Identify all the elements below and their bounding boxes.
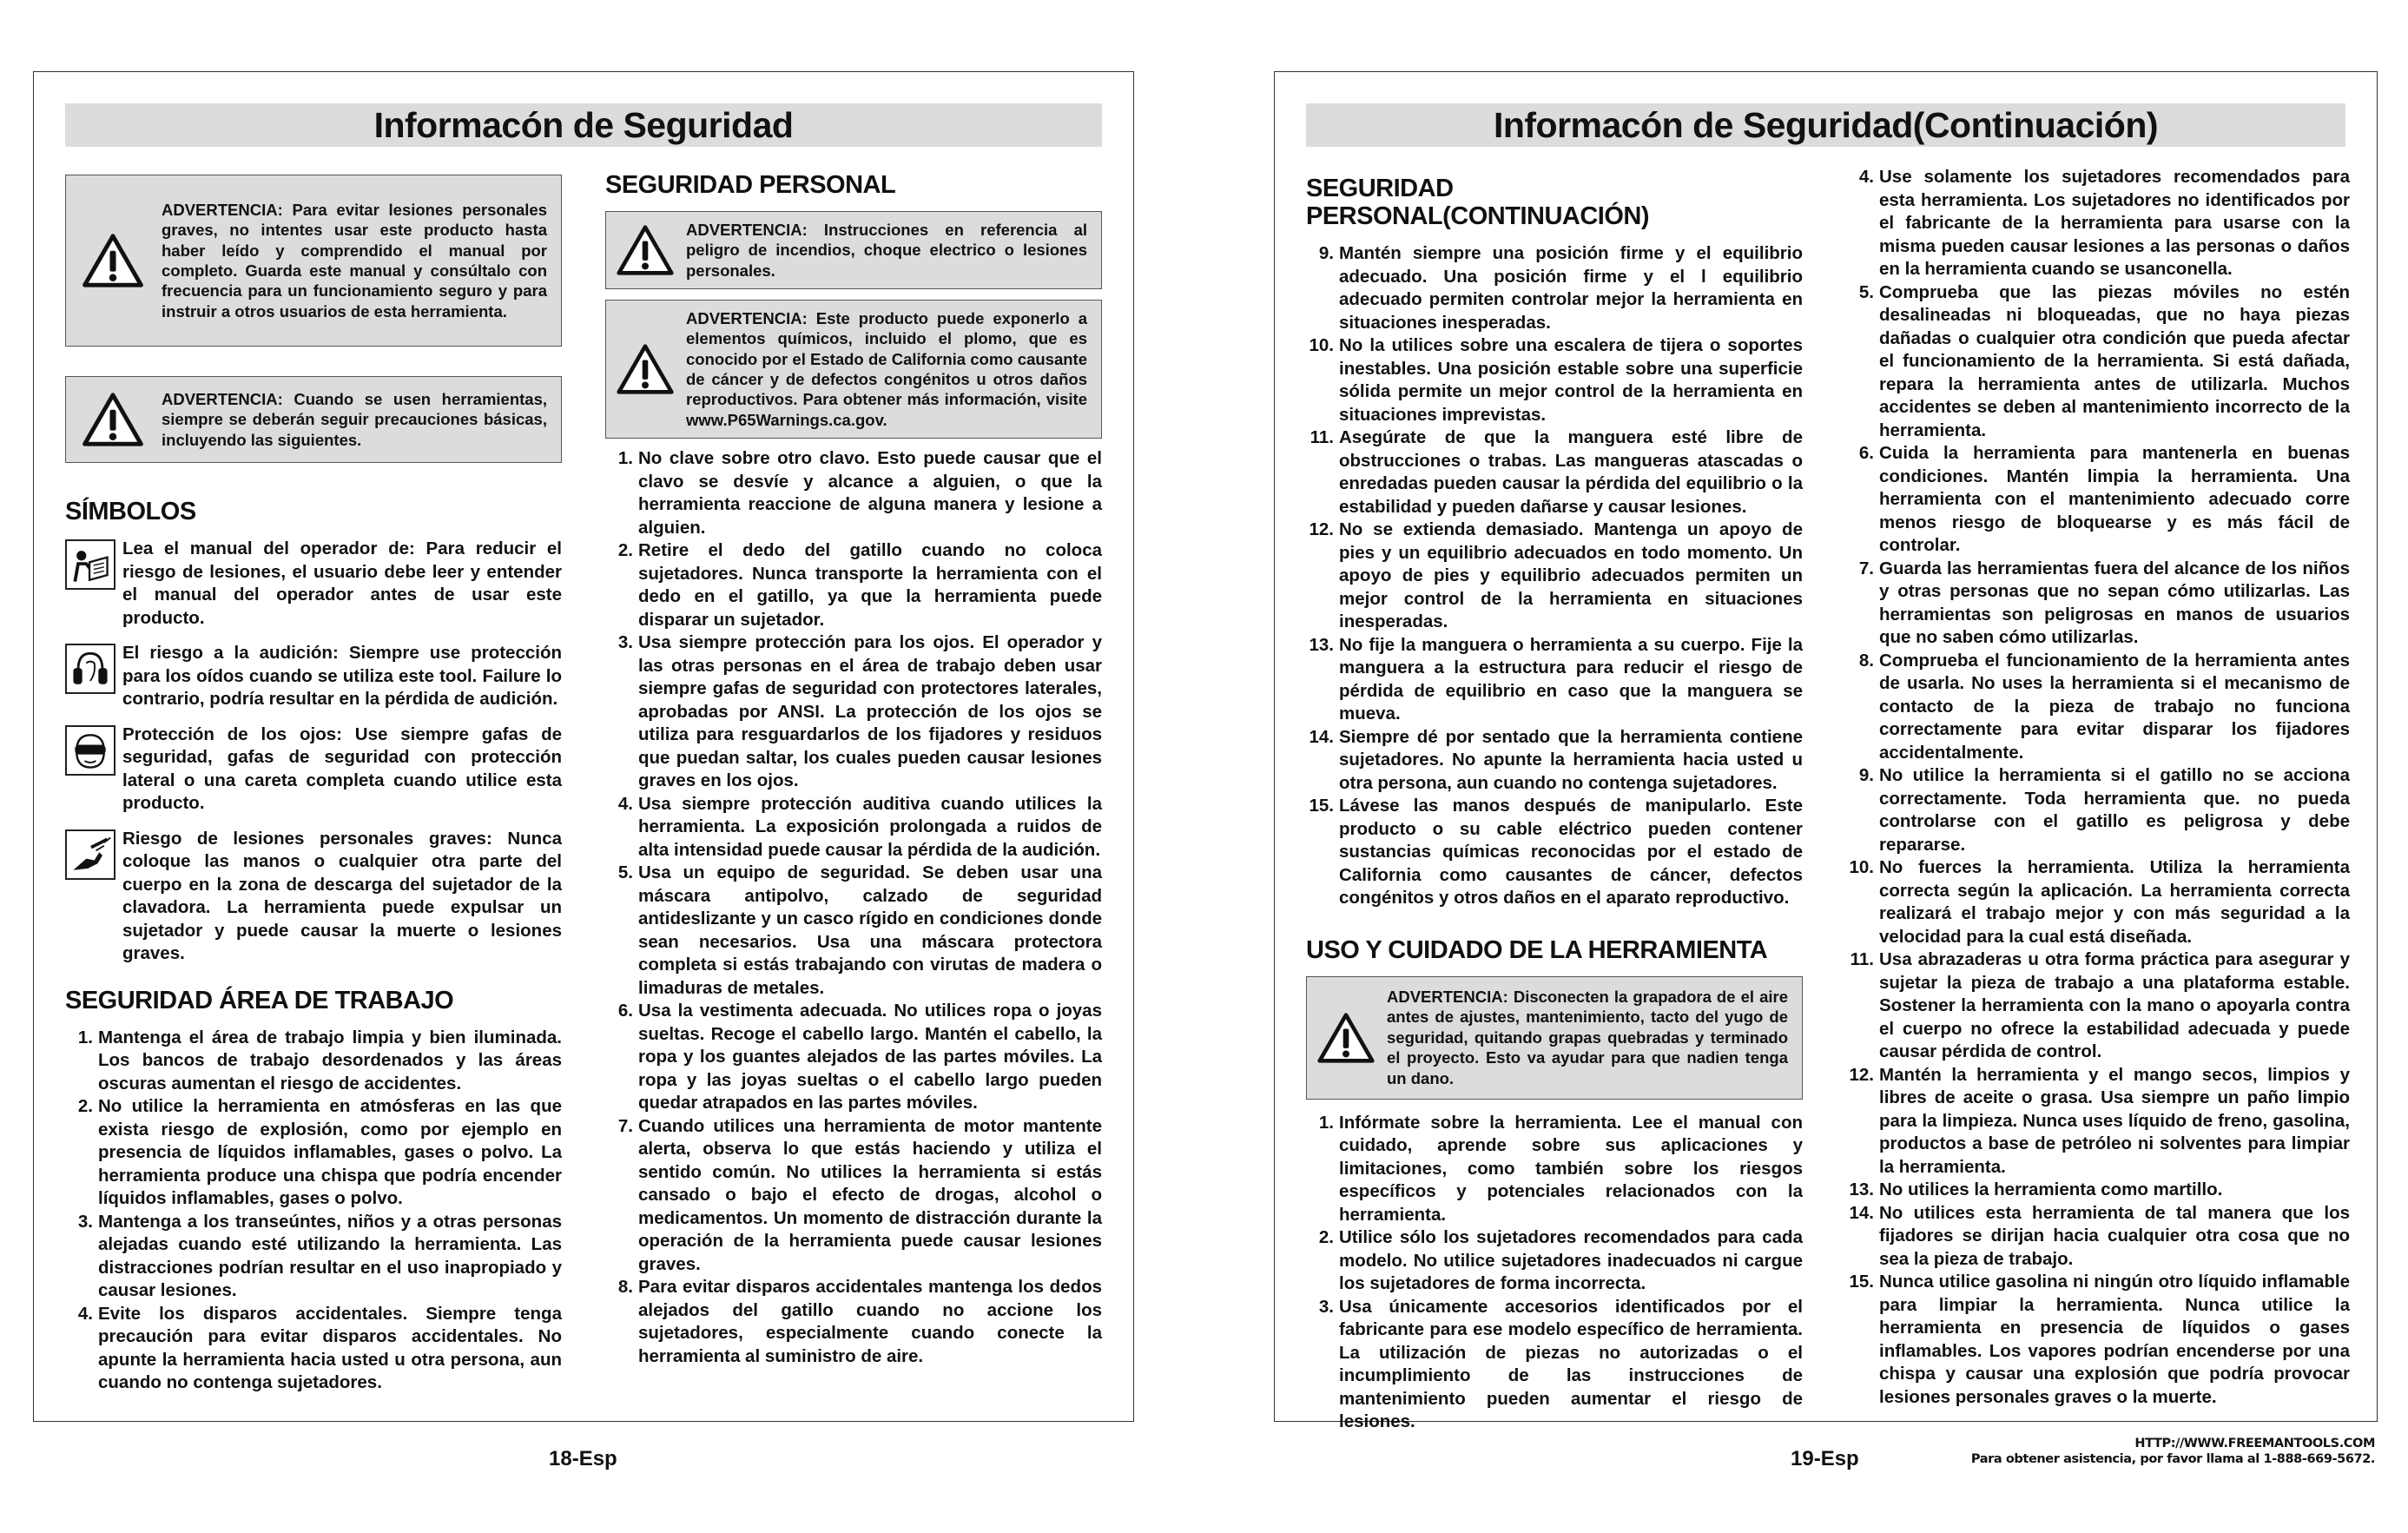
list-item: 3. Usa únicamente accesorios identificados por el fabricante para ese modelo específico de herramienta. La utilización de piezas no autorizadas o el incumplimiento de las instrucciones de mantenimiento pueden aumentar el riesgo de lesiones. [1318,1296,1803,1431]
warning-text: ADVERTENCIA: Disconecten la grapadora de el aire antes de ajustes, mantenimiento, tacto del yugo de seguridad, quitando grapas quebradas y terminado el proyecto. Esto va ayudar para que nadien tenga un dano. [1387,987,1788,1087]
list-item: 13. No utilices la herramienta como martillo. [1849,1179,2223,1199]
list-item: 15. Lávese las manos después de manipularlo. Este producto o su cable eléctrico pueden contener sustancias químicas reconocidas por el estado de California como causantes de cáncer, defectos congénitos y otros daños en el aparato reproductivo. [1309,796,1803,908]
warning-triangle-icon [617,225,674,275]
manual-icon [65,539,115,590]
list-item: 15. Nunca utilice gasolina ni ningún otro líquido inflamable para limpiar la herramienta. Nunca utilice la herramienta en presencia de líquidos o gases inflamables. Los vapores podrían encenderse por una chispa y causar una explosión que podría provocar lesiones personales graves o la muerte. [1849,1272,2350,1407]
list-item: 1. Infórmate sobre la herramienta. Lee el manual con cuidado, aprende sobre sus aplicaciones y limitaciones, como también sobre los riesgos específicos y potenciales relacionados con la herramienta. [1318,1112,1803,1225]
warning-text: ADVERTENCIA: Cuando se usen herramientas, siempre se deberán seguir precauciones básicas, incluyendo las siguientes. [162,389,547,449]
contact-url[interactable]: HTTP://WWW.FREEMANTOOLS.COM [2134,1437,2375,1450]
page-title: Informacón de Seguridad [65,103,1102,147]
list-item: 8. Para evitar disparos accidentales mantenga los dedos alejados del gatillo cuando no accione los sujetadores, especialmente cuando conecte la herramienta al suministro de aire. [617,1277,1102,1366]
tool-use-heading: USO Y CUIDADO DE LA HERRAMIENTA [1306,935,1768,964]
page-number-left: 18-Esp [549,1447,617,1470]
work-area-heading: SEGURIDAD ÁREA DE TRABAJO [65,986,454,1014]
list-item: 10. No la utilices sobre una escalera de tijera o soportes inestables. Una posición estable sobre una superficie sólida permite un mejor control de la herramienta en situaciones imprevistas. [1309,335,1803,425]
warning-text: ADVERTENCIA: Instrucciones en referencia al peligro de incendios, choque electrico o lesiones personales. [686,220,1087,280]
list-item: 6. Cuida la herramienta para mantenerla en buenas condiciones. Mantén limpia la herramienta. Una herramienta con el mantenimiento adecuado corre menos riesgo de bloquearse y es más fácil de controlar. [1858,443,2350,555]
list-item: 6. Usa la vestimenta adecuada. No utilices ropa o joyas sueltas. Recoge el cabello largo. Mantén el cabello, la ropa y los guantes alejados de las partes móviles. La ropa y las joyas sueltas o el cabello largo pueden quedar atrapados en las partes móviles. [617,1001,1102,1113]
list-item: 9. No utilice la herramienta si el gatillo no se acciona correctamente. Toda herramienta que. no pueda controlarse con el gatillo es peligrosa y debe repararse. [1858,765,2350,855]
list-item: 1. No clave sobre otro clavo. Esto puede causar que el clavo se desvíe y alcance a alguien, o que la herramienta reaccione de alguna manera y lesione a alguien. [617,448,1102,538]
warning-triangle-icon [617,344,674,394]
page-title: Informacón de Seguridad(Continuación) [1306,103,2345,147]
list-item: 11. Usa abrazaderas u otra forma práctica para asegurar y sujetar la pieza de trabajo a una plataforma estable. Sostener la herramienta con la mano o apoyarla contra el cuerpo no ofrece la estabilidad adecuada y puede causar pérdida de control. [1850,949,2350,1061]
list-item: 3. Mantenga a los transeúntes, niños y a otras personas alejadas cuando esté utilizando la herramienta. Las distracciones podrían resultar en el uso inapropiado y causar lesiones. [77,1211,562,1300]
list-item: 8. Comprueba el funcionamiento de la herramienta antes de usarla. No uses la herramienta si el mecanismo de contacto de la pieza de trabajo no funciona correctamente para evitar disparar los fijadores accidentalmente. [1858,650,2350,763]
work-area-list [65,1027,562,1395]
warning-text: ADVERTENCIA: Este producto puede exponerlo a elementos químicos, incluido el plomo, que es conocido por el Estado de California como causante de cáncer y de defectos congénitos u otros daños reproductivos. Para obtener más información, visite www.P65Warnings.ca.gov. [686,308,1087,429]
list-item: 12. Mantén la herramienta y el mango secos, limpios y libres de aceite o grasa. Usa siempre un paño limpio para la limpieza. Nunca uses líquido de freno, gasolina, productos a base de petróleo ni solventes para limpiar la herramienta. [1849,1064,2350,1177]
list-item: 11. Asegúrate de que la manguera esté libre de obstrucciones o trabas. Las mangueras atascadas o enredadas pueden causar la pérdida del equilibrio o la estabilidad y pueden dañarse y causar lesiones. [1310,427,1803,517]
personal-safety-cont-list [1306,242,1803,910]
symbol-eye-protection [65,724,562,816]
warning-box-prop65 [605,300,1102,439]
symbol-text: Protección de los ojos: Use siempre gafas de seguridad, gafas de seguridad con protección lateral o una careta completa cuando utilice esta producto. [122,724,562,813]
symbol-hand-injury [65,828,562,966]
symbol-text: Lea el manual del operador de: Para reducir el riesgo de lesiones, el usuario debe leer y entender el manual del operador antes de usar este producto. [122,539,562,628]
warning-text: ADVERTENCIA: Para evitar lesiones personales graves, no intentes usar este producto hasta haber leído y comprendido el manual por completo. Guarda este manual y consúltalo con frecuencia para un funcionamiento seguro y para instruir a otros usuarios de esta herramienta. [162,200,547,320]
hand-injury-icon [65,829,115,880]
warning-box-read-manual [65,175,562,347]
page-number-right: 19-Esp [1791,1447,1859,1470]
list-item: 2. Utilice sólo los sujetadores recomendados para cada modelo. No utilice sujetadores inadecuados ni cargue los sujetadores de forma incorrecta. [1318,1227,1803,1293]
list-item: 7. Cuando utilices una herramienta de motor mantente alerta, observa lo que estás haciendo y utiliza el sentido común. No utilices la herramienta si estás cansado o bajo el efecto de drogas, alcohol o medicamentos. Un momento de distracción durante la operación de la herramienta puede causar lesiones graves. [617,1115,1102,1274]
list-item: 1. Mantenga el área de trabajo limpia y bien iluminada. Los bancos de trabajo desordenados y las áreas oscuras aumentan el riesgo de accidentes. [77,1027,562,1094]
tool-use-list [1306,1112,1803,1434]
list-item: 7. Guarda las herramientas fuera del alcance de los niños y otras personas que no sepan cómo utilizarlas. Las herramientas son peligrosas en manos de usuarios que no saben cómo utilizarlas. [1858,558,2350,647]
list-item: 10. No fuerces la herramienta. Utiliza la herramienta correcta según la aplicación. La herramienta correcta realizará el trabajo mejor y con más seguridad a la velocidad para la cual está diseñada. [1849,857,2350,947]
list-item: 9. Mantén siempre una posición firme y el equilibrio adecuado. Una posición firme y el l equilibrio adecuado permiten controlar mejor la herramienta en situaciones inesperadas. [1318,243,1803,333]
list-item: 14. No utilices esta herramienta de tal manera que los fijadores se dirijan hacia cualquier otra cosa que no sea la pieza de trabajo. [1849,1202,2350,1269]
list-item: 3. Usa siempre protección para los ojos. El operador y las otras personas en el área de trabajo deben usar siempre gafas de seguridad con protectores laterales, aprobadas por ANSI. La protección de los ojos se utiliza para resguardarlos de los fijadores y residuos que puedan saltar, los cuales pueden causar lesiones graves en los ojos. [617,632,1102,790]
personal-safety-heading: SEGURIDAD PERSONAL [605,171,896,199]
list-item: 4. Evite los disparos accidentales. Siempre tenga precaución para evitar disparos accidentales. No apunte la herramienta hacia usted u otra persona, aun cuando no contenga sujetadores. [77,1303,562,1392]
contact-info [1971,1436,2375,1467]
personal-safety-cont-heading: SEGURIDAD PERSONAL(CONTINUACIÓN) [1306,175,1649,230]
eye-protection-icon [65,725,115,776]
list-item: 4. Usa siempre protección auditiva cuando utilices la herramienta. La exposición prolongada a ruidos de alta intensidad puede causar la pérdida de la audición. [617,793,1102,860]
left-column [1306,175,1803,1434]
contact-phone: Para obtener asistencia, por favor llama al 1-888-669-5672. [1970,1452,2375,1466]
personal-safety-list [605,447,1102,1368]
list-item: 5. Usa un equipo de seguridad. Se deben usar una máscara antipolvo, calzado de seguridad antideslizante y un casco rígido en condiciones donde sean necesarios. Usa una máscara protectora completa si estás trabajando con virutas de madera o limaduras de metales. [617,862,1102,998]
ear-protection-icon [65,644,115,694]
list-item: 12. No se extienda demasiado. Mantenga un apoyo de pies y un equilibrio adecuados en todo momento. Un apoyo de pies y equilibrio adecuados permiten un mejor control de la herramienta en situaciones inesperadas. [1309,519,1803,631]
list-item: 14. Siempre dé por sentado que la herramienta contiene sujetadores. No apunte la herramienta hacia usted u otra persona, aun cuando no contenga sujetadores. [1309,726,1803,793]
warning-box-disconnect-air [1306,976,1803,1100]
right-column [1846,166,2350,1409]
tool-use-cont-list [1846,166,2350,1409]
page-left [33,71,1134,1422]
warning-triangle-icon [1317,1013,1375,1063]
left-column [65,175,562,1395]
list-item: 13. No fije la manguera o herramienta a su cuerpo. Fije la manguera a la estructura para reducir el riesgo de pérdida de equilibrio en caso que la manguera se mueva. [1309,634,1803,724]
warning-box-fire-shock [605,211,1102,289]
right-column [605,171,1102,1368]
warning-triangle-icon [82,234,144,287]
list-item: 2. Retire el dedo del gatillo cuando no coloca sujetadores. Nunca transporte la herramienta con el dedo en el gatillo, ya que la herramienta puede disparar un sujetador. [617,540,1102,630]
symbols-heading: SÍMBOLOS [65,498,196,525]
symbol-text: El riesgo a la audición: Siempre use protección para los oídos cuando se utiliza este tool. Failure lo contrario, podría resultar en la pérdida de audición. [122,643,562,709]
symbol-hearing [65,642,562,711]
warning-box-basic-precautions [65,376,562,463]
warning-triangle-icon [82,393,144,446]
page-right [1274,71,2378,1431]
list-item: 4. Use solamente los sujetadores recomendados para esta herramienta. Los sujetadores no identificados por el fabricante de la herramienta para usarse con la misma pueden causar lesiones a las personas o daños en la herramienta cuando se usanconella. [1858,167,2350,279]
symbol-read-manual [65,538,562,630]
list-item: 5. Comprueba que las piezas móviles no estén desalineadas ni bloqueadas, que no haya piezas dañadas o cualquier otra condición que pueda afectar el funcionamiento de la herramienta. Si está dañada, repara la herramienta antes de utilizarla. Muchos accidentes se deben al mantenimiento incorrecto de la herramienta. [1858,281,2350,440]
symbol-text: Riesgo de lesiones personales graves: Nunca coloque las manos o cualquier otra parte del cuerpo en la zona de descarga del sujetador de la clavadora. La herramienta puede expulsar un sujetador y puede causar la muerte o lesiones graves. [122,828,562,963]
list-item: 2. No utilice la herramienta en atmósferas en las que exista riesgo de explosión, como por ejemplo en presencia de líquidos inflamables, gases o polvo. La herramienta produce una chispa que podría encender líquidos inflamables, gases o polvo. [77,1096,562,1208]
